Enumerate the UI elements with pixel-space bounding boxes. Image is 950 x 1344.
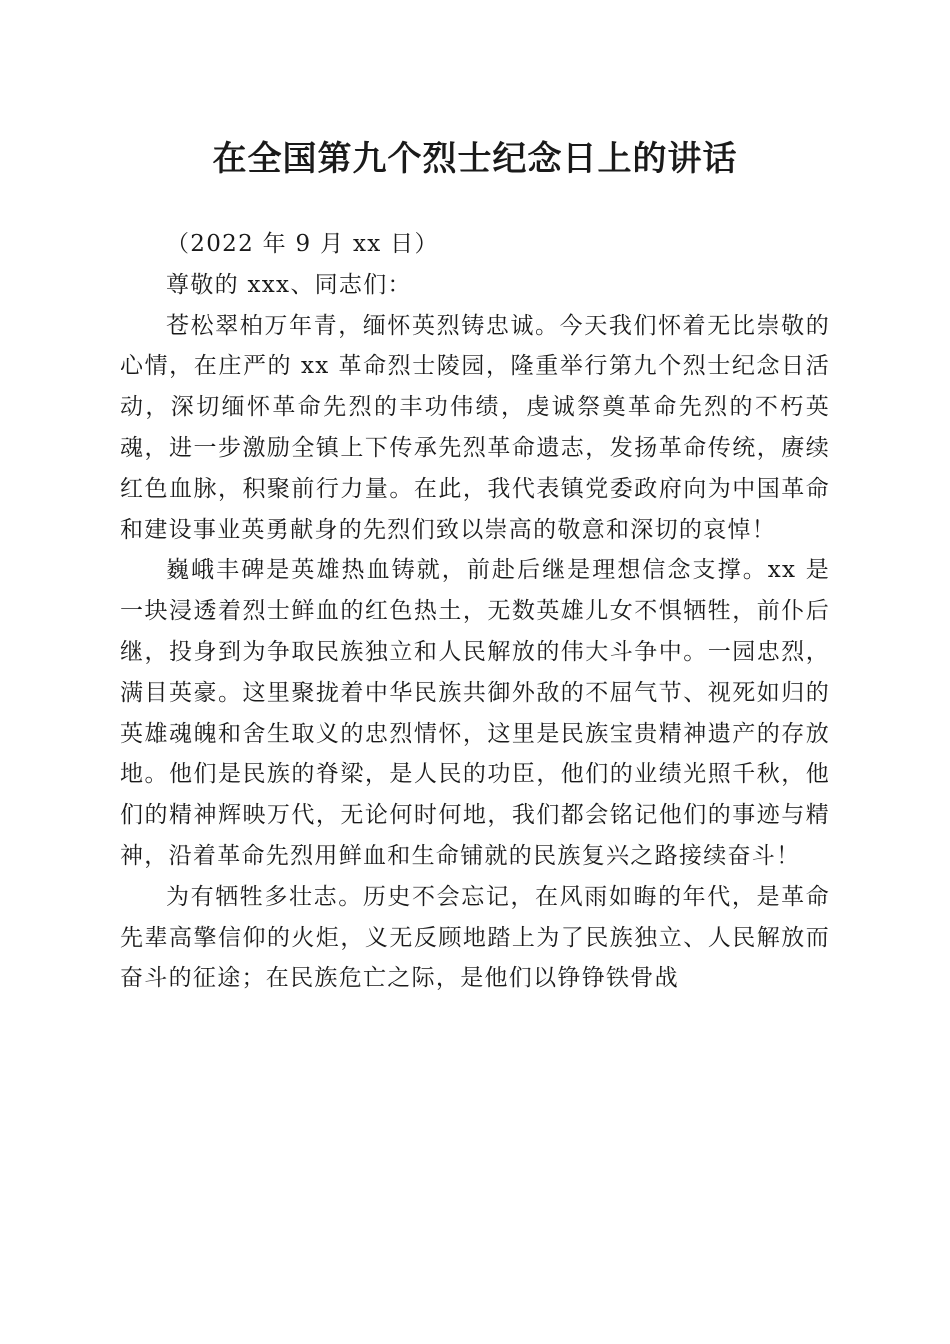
salutation: 尊敬的 xxx、同志们：	[166, 271, 412, 298]
body-paragraph-1: 苍松翠柏万年青，缅怀英烈铸忠诚。今天我们怀着无比崇敬的心情，在庄严的 xx 革命烈士陵园，隆重举行第九个烈士纪念日活动，深切缅怀革命先烈的丰功伟绩，虔诚祭奠革命先烈的不朽英魂，进一步激励全镇上下传承先烈革命遗志，发扬革命传统，赓续红色血脉，积聚前行力量。在此，我代表镇党委政府向为中国革命和建设事业英勇献身的先烈们致以崇高的敬意和深切的哀悼！	[120, 312, 830, 543]
date-line: （2022 年 9 月 xx 日）	[166, 231, 439, 257]
body-paragraph-3: 为有牺牲多壮志。历史不会忘记，在风雨如晦的年代，是革命先辈高擎信仰的火炬，义无反顾地踏上为了民族独立、人民解放而奋斗的征途；在民族危亡之际，是他们以铮铮铁骨战	[120, 883, 830, 992]
body-paragraph-2: 巍峨丰碑是英雄热血铸就，前赴后继是理想信念支撑。xx 是一块浸透着烈士鲜血的红色热土，无数英雄儿女不惧牺牲，前仆后继，投身到为争取民族独立和人民解放的伟大斗争中。一园忠烈，满目英豪。这里聚拢着中华民族共御外敌的不屈气节、视死如归的英雄魂魄和舍生取义的忠烈情怀，这里是民族宝贵精神遗产的存放地。他们是民族的脊梁，是人民的功臣，他们的业绩光照千秋，他们的精神辉映万代，无论何时何地，我们都会铭记他们的事迹与精神，沿着革命先烈用鲜血和生命铺就的民族复兴之路接续奋斗！	[120, 557, 830, 869]
document-title: 在全国第九个烈士纪念日上的讲话	[212, 139, 738, 179]
document-body	[120, 224, 830, 999]
